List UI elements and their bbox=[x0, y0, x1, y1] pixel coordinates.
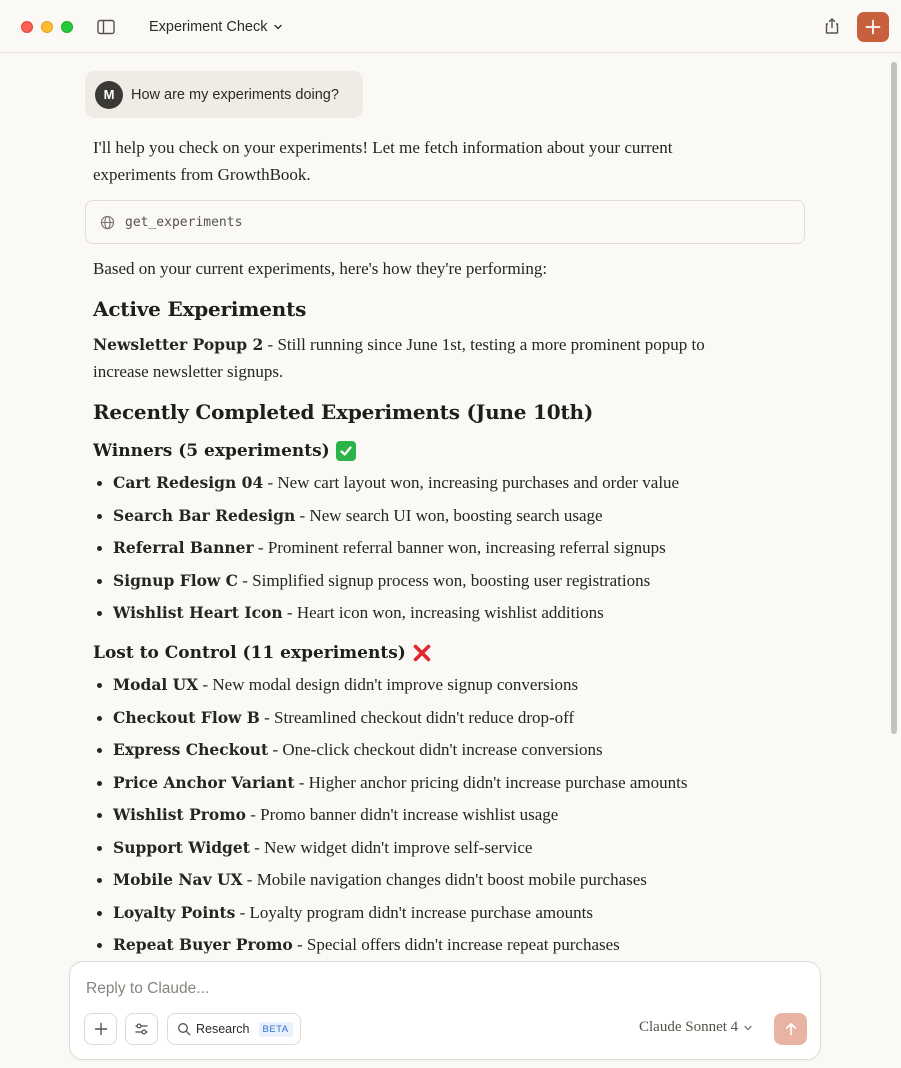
chevron-down-icon bbox=[273, 22, 283, 32]
arrow-up-icon bbox=[784, 1022, 798, 1036]
winners-heading bbox=[93, 441, 356, 461]
list-item bbox=[93, 770, 793, 803]
sliders-icon bbox=[134, 1022, 149, 1036]
completed-experiments-heading: Recently Completed Experiments (June 10th) bbox=[93, 400, 594, 424]
experiment-name: Mobile Nav UX bbox=[113, 870, 243, 889]
search-icon bbox=[177, 1022, 191, 1036]
model-name: Claude Sonnet 4 bbox=[639, 1019, 739, 1035]
experiment-desc: - Streamlined checkout didn't reduce drop-off bbox=[259, 707, 575, 727]
active-experiment-name: Newsletter Popup 2 bbox=[93, 335, 264, 354]
conversation bbox=[0, 52, 889, 1068]
cross-mark-icon bbox=[412, 643, 432, 663]
chat-title: Experiment Check bbox=[149, 19, 268, 35]
list-item bbox=[93, 568, 793, 601]
experiment-desc: - Prominent referral banner won, increasing referral signups bbox=[253, 538, 666, 557]
experiment-name: Signup Flow C bbox=[113, 570, 238, 590]
plus-icon bbox=[865, 19, 881, 35]
list-item bbox=[93, 535, 793, 568]
avatar: M bbox=[95, 81, 123, 109]
list-item bbox=[93, 600, 793, 633]
active-experiments-heading: Active Experiments bbox=[93, 297, 307, 321]
scrollbar[interactable] bbox=[889, 52, 901, 1068]
experiment-desc: - Loyalty program didn't increase purchase amounts bbox=[235, 902, 593, 922]
lost-heading bbox=[93, 643, 432, 663]
list-item bbox=[93, 835, 793, 868]
list-item bbox=[93, 932, 793, 965]
experiment-desc: - Heart icon won, increasing wishlist additions bbox=[282, 603, 604, 622]
close-window-button[interactable] bbox=[21, 21, 33, 33]
research-button[interactable] bbox=[167, 1013, 301, 1045]
user-message-text: How are my experiments doing? bbox=[131, 86, 339, 103]
experiment-desc: - Higher anchor pricing didn't increase purchase amounts bbox=[294, 772, 688, 792]
scrollbar-thumb[interactable] bbox=[891, 62, 897, 734]
active-experiment-desc: - Still running since June 1st, testing a more prominent popup to increase newsletter signups. bbox=[93, 335, 705, 381]
list-item bbox=[93, 672, 793, 705]
attach-button[interactable] bbox=[84, 1013, 117, 1045]
experiment-name: Wishlist Heart Icon bbox=[113, 603, 283, 622]
experiment-name: Express Checkout bbox=[113, 740, 269, 759]
active-experiment bbox=[93, 332, 743, 385]
list-item bbox=[93, 867, 793, 900]
winners-heading-text: Winners (5 experiments) bbox=[93, 441, 330, 461]
model-selector[interactable] bbox=[639, 1019, 753, 1036]
user-message bbox=[85, 71, 363, 118]
research-label: Research bbox=[196, 1022, 250, 1036]
tool-call-name: get_experiments bbox=[125, 214, 243, 230]
experiment-name: Loyalty Points bbox=[113, 902, 236, 922]
winners-list bbox=[93, 470, 793, 633]
tools-button[interactable] bbox=[125, 1013, 158, 1045]
sidebar-toggle-icon[interactable] bbox=[97, 19, 115, 35]
minimize-window-button[interactable] bbox=[41, 21, 53, 33]
list-item bbox=[93, 802, 793, 835]
list-item bbox=[93, 470, 793, 503]
experiment-name: Modal UX bbox=[113, 675, 199, 694]
assistant-intro: I'll help you check on your experiments! Let me fetch information about your current experiments from GrowthBook. bbox=[93, 138, 673, 184]
experiment-desc: - One-click checkout didn't increase conversions bbox=[268, 740, 603, 759]
send-button[interactable] bbox=[774, 1013, 807, 1045]
zoom-window-button[interactable] bbox=[61, 21, 73, 33]
experiment-desc: - Promo banner didn't increase wishlist usage bbox=[245, 805, 559, 824]
check-mark-icon bbox=[336, 441, 356, 461]
title-bar bbox=[0, 0, 901, 53]
globe-icon bbox=[100, 215, 115, 230]
assistant-summary: Based on your current experiments, here's how they're performing: bbox=[93, 259, 548, 278]
experiment-desc: - New widget didn't improve self-service bbox=[249, 837, 533, 857]
experiment-desc: - Mobile navigation changes didn't boost mobile purchases bbox=[242, 870, 647, 889]
experiment-desc: - Special offers didn't increase repeat purchases bbox=[292, 935, 620, 954]
experiment-desc: - New modal design didn't improve signup conversions bbox=[198, 675, 579, 694]
tool-call-block[interactable] bbox=[85, 200, 805, 244]
experiment-name: Support Widget bbox=[113, 837, 250, 857]
chat-title-dropdown[interactable] bbox=[149, 17, 283, 37]
experiment-name: Cart Redesign 04 bbox=[113, 473, 264, 492]
experiment-desc: - Simplified signup process won, boosting user registrations bbox=[238, 570, 651, 590]
list-item bbox=[93, 737, 793, 770]
experiment-name: Price Anchor Variant bbox=[113, 772, 295, 792]
list-item bbox=[93, 900, 793, 933]
plus-icon bbox=[94, 1022, 108, 1036]
list-item bbox=[93, 705, 793, 738]
share-icon[interactable] bbox=[823, 17, 841, 35]
reply-composer bbox=[69, 961, 821, 1060]
new-chat-button[interactable] bbox=[857, 12, 889, 42]
lost-heading-text: Lost to Control (11 experiments) bbox=[93, 643, 406, 663]
reply-input[interactable] bbox=[84, 974, 788, 1004]
experiment-name: Checkout Flow B bbox=[113, 707, 260, 727]
experiment-name: Search Bar Redesign bbox=[113, 505, 296, 525]
experiment-name: Repeat Buyer Promo bbox=[113, 935, 293, 954]
experiment-name: Referral Banner bbox=[113, 538, 254, 557]
experiment-desc: - New search UI won, boosting search usage bbox=[295, 505, 603, 525]
chevron-down-icon bbox=[743, 1023, 753, 1033]
experiment-desc: - New cart layout won, increasing purchases and order value bbox=[263, 473, 680, 492]
experiment-name: Wishlist Promo bbox=[113, 805, 246, 824]
lost-list bbox=[93, 672, 793, 965]
list-item bbox=[93, 503, 793, 536]
beta-badge: BETA bbox=[259, 1022, 293, 1037]
